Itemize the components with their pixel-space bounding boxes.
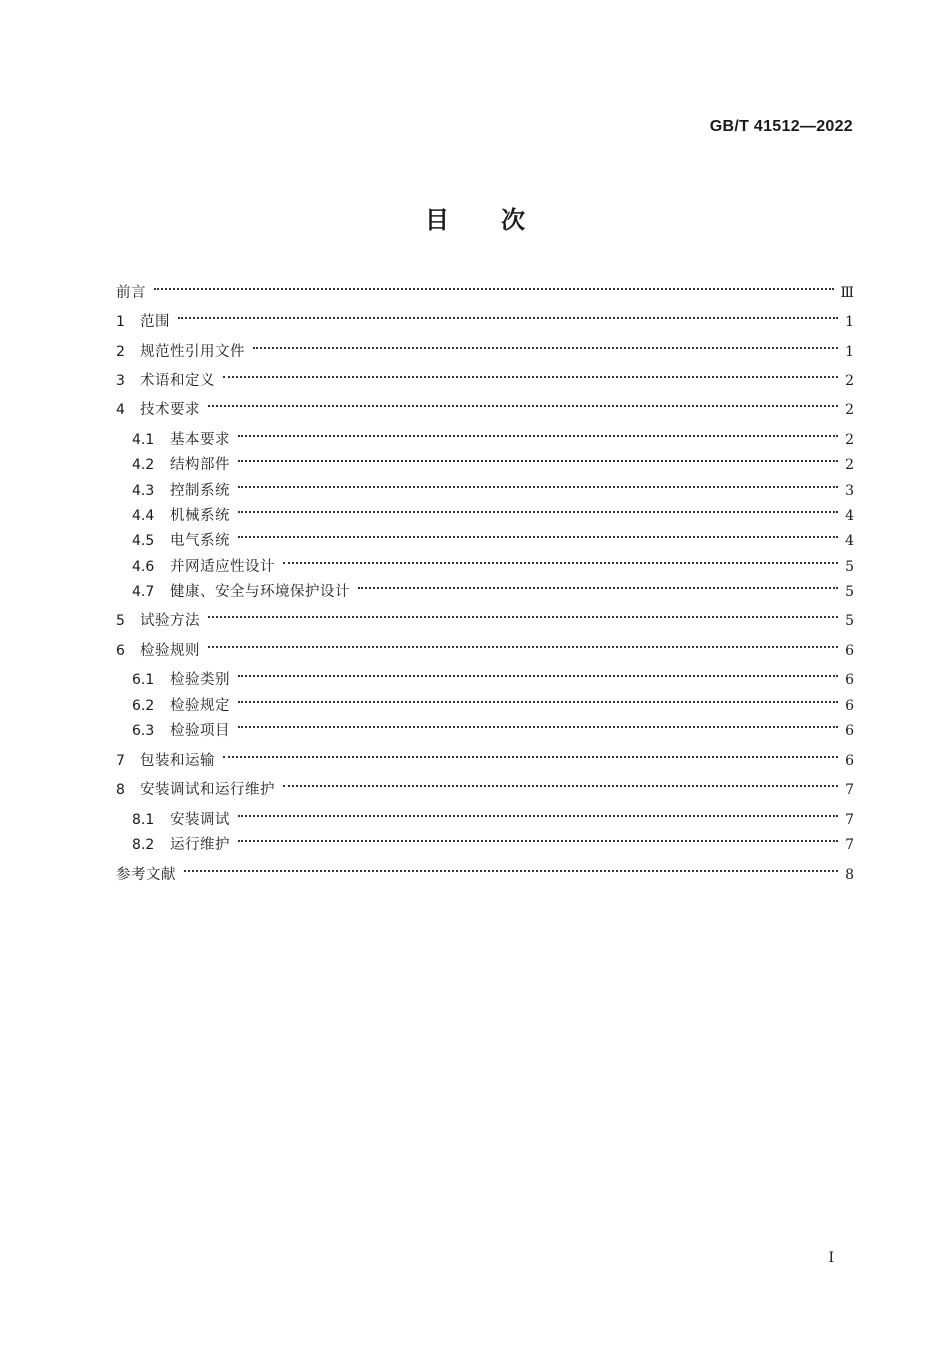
- dot-leader: [238, 536, 838, 538]
- toc-entry-label: 基本要求: [170, 432, 230, 448]
- dot-leader: [184, 870, 838, 872]
- dot-leader: [223, 756, 838, 758]
- toc-entry-number: 4.4: [132, 508, 155, 524]
- toc-entry[interactable]: [116, 720, 854, 742]
- toc-entry-label: 术语和定义: [140, 373, 215, 389]
- toc-entry-label: 控制系统: [170, 483, 230, 499]
- toc-entry-number: 4.6: [132, 559, 155, 575]
- toc-entry[interactable]: [116, 282, 854, 304]
- toc-entry-page: 2: [845, 402, 854, 418]
- toc-entry-page: 5: [845, 584, 854, 600]
- toc-entry-number: 8.2: [132, 837, 155, 853]
- page-number: I: [828, 1250, 834, 1266]
- toc-entry-page: 4: [845, 533, 854, 549]
- toc-entry-page: Ⅲ: [840, 285, 854, 301]
- toc-entry[interactable]: [116, 454, 854, 476]
- dot-leader: [223, 376, 838, 378]
- toc-entry-label: 包装和运输: [140, 753, 215, 769]
- toc-entry[interactable]: [116, 480, 854, 502]
- dot-leader: [238, 675, 838, 677]
- toc-entry-label: 范围: [140, 314, 170, 330]
- toc-entry[interactable]: [116, 640, 854, 662]
- toc-entry-page: 2: [845, 457, 854, 473]
- toc-entry-label: 并网适应性设计: [170, 559, 275, 575]
- toc-entry-label: 电气系统: [170, 533, 230, 549]
- toc-entry-label: 参考文献: [116, 867, 176, 883]
- toc-entry-label: 结构部件: [170, 457, 230, 473]
- toc-entry-page: 6: [845, 698, 854, 714]
- dot-leader: [238, 435, 838, 437]
- toc-entry-page: 6: [845, 672, 854, 688]
- page-title: 目次: [425, 206, 577, 234]
- toc-entry[interactable]: [116, 341, 854, 363]
- toc-entry-number: 4: [116, 402, 125, 418]
- toc-entry-label: 检验规则: [140, 643, 200, 659]
- toc-entry-page: 3: [845, 483, 854, 499]
- toc-entry-number: 4.7: [132, 584, 155, 600]
- toc-entry-page: 6: [845, 753, 854, 769]
- toc-entry[interactable]: [116, 399, 854, 421]
- dot-leader: [238, 460, 838, 462]
- toc-entry-number: 4.2: [132, 457, 155, 473]
- toc-entry-number: 7: [116, 753, 125, 769]
- dot-leader: [154, 288, 834, 290]
- toc-entry[interactable]: [116, 556, 854, 578]
- toc-entry-number: 2: [116, 344, 125, 360]
- dot-leader: [178, 317, 838, 319]
- toc-entry-page: 6: [845, 643, 854, 659]
- dot-leader: [238, 726, 838, 728]
- toc-entry[interactable]: [116, 370, 854, 392]
- toc-entry-page: 2: [845, 373, 854, 389]
- toc-entry-number: 8: [116, 782, 125, 798]
- dot-leader: [238, 701, 838, 703]
- toc-entry-number: 6.2: [132, 698, 155, 714]
- toc-entry-number: 4.1: [132, 432, 155, 448]
- toc-entry-page: 4: [845, 508, 854, 524]
- toc-entry-label: 试验方法: [140, 613, 200, 629]
- dot-leader: [283, 562, 838, 564]
- toc-entry-number: 1: [116, 314, 125, 330]
- dot-leader: [358, 587, 838, 589]
- toc-entry-label: 安装调试: [170, 812, 230, 828]
- toc-entry-page: 6: [845, 723, 854, 739]
- toc-entry-label: 前言: [116, 285, 146, 301]
- toc-entry-number: 3: [116, 373, 125, 389]
- toc-entry-number: 6: [116, 643, 125, 659]
- dot-leader: [238, 815, 838, 817]
- toc-entry-number: 4.3: [132, 483, 155, 499]
- dot-leader: [208, 405, 838, 407]
- dot-leader: [238, 840, 838, 842]
- toc-entry-label: 检验规定: [170, 698, 230, 714]
- toc-entry-page: 7: [845, 812, 854, 828]
- dot-leader: [238, 511, 838, 513]
- toc-entry-page: 2: [845, 432, 854, 448]
- dot-leader: [208, 646, 838, 648]
- toc-entry-number: 4.5: [132, 533, 155, 549]
- toc-entry-label: 检验项目: [170, 723, 230, 739]
- toc-entry-page: 8: [845, 867, 854, 883]
- toc-entry-label: 技术要求: [140, 402, 200, 418]
- toc-entry[interactable]: [116, 695, 854, 717]
- toc-entry-page: 1: [845, 314, 854, 330]
- dot-leader: [208, 616, 838, 618]
- dot-leader: [253, 347, 838, 349]
- toc-entry[interactable]: [116, 610, 854, 632]
- toc-entry-page: 5: [845, 559, 854, 575]
- toc-entry[interactable]: [116, 779, 854, 801]
- toc-entry-number: 6.3: [132, 723, 155, 739]
- toc-entry-label: 运行维护: [170, 837, 230, 853]
- dot-leader: [238, 486, 838, 488]
- toc-entry-label: 规范性引用文件: [140, 344, 245, 360]
- toc-entry[interactable]: [116, 669, 854, 691]
- toc-entry-page: 7: [845, 837, 854, 853]
- toc-entry[interactable]: [116, 311, 854, 333]
- toc-entry-page: 5: [845, 613, 854, 629]
- toc-entry[interactable]: [116, 429, 854, 451]
- toc-entry[interactable]: [116, 864, 854, 886]
- toc-entry-label: 检验类别: [170, 672, 230, 688]
- toc-entry[interactable]: [116, 834, 854, 856]
- toc-entry[interactable]: [116, 505, 854, 527]
- toc-entry-number: 6.1: [132, 672, 155, 688]
- toc-entry-label: 健康、安全与环境保护设计: [170, 584, 350, 600]
- toc-entry[interactable]: [116, 581, 854, 603]
- dot-leader: [283, 785, 838, 787]
- toc-entry-label: 安装调试和运行维护: [140, 782, 275, 798]
- standard-number: GB/T 41512—2022: [709, 118, 853, 135]
- toc-entry[interactable]: [116, 750, 854, 772]
- toc-entry-page: 7: [845, 782, 854, 798]
- toc-entry-number: 5: [116, 613, 125, 629]
- toc-entry-page: 1: [845, 344, 854, 360]
- toc-entry[interactable]: [116, 809, 854, 831]
- toc-entry-label: 机械系统: [170, 508, 230, 524]
- toc-entry[interactable]: [116, 530, 854, 552]
- toc-entry-number: 8.1: [132, 812, 155, 828]
